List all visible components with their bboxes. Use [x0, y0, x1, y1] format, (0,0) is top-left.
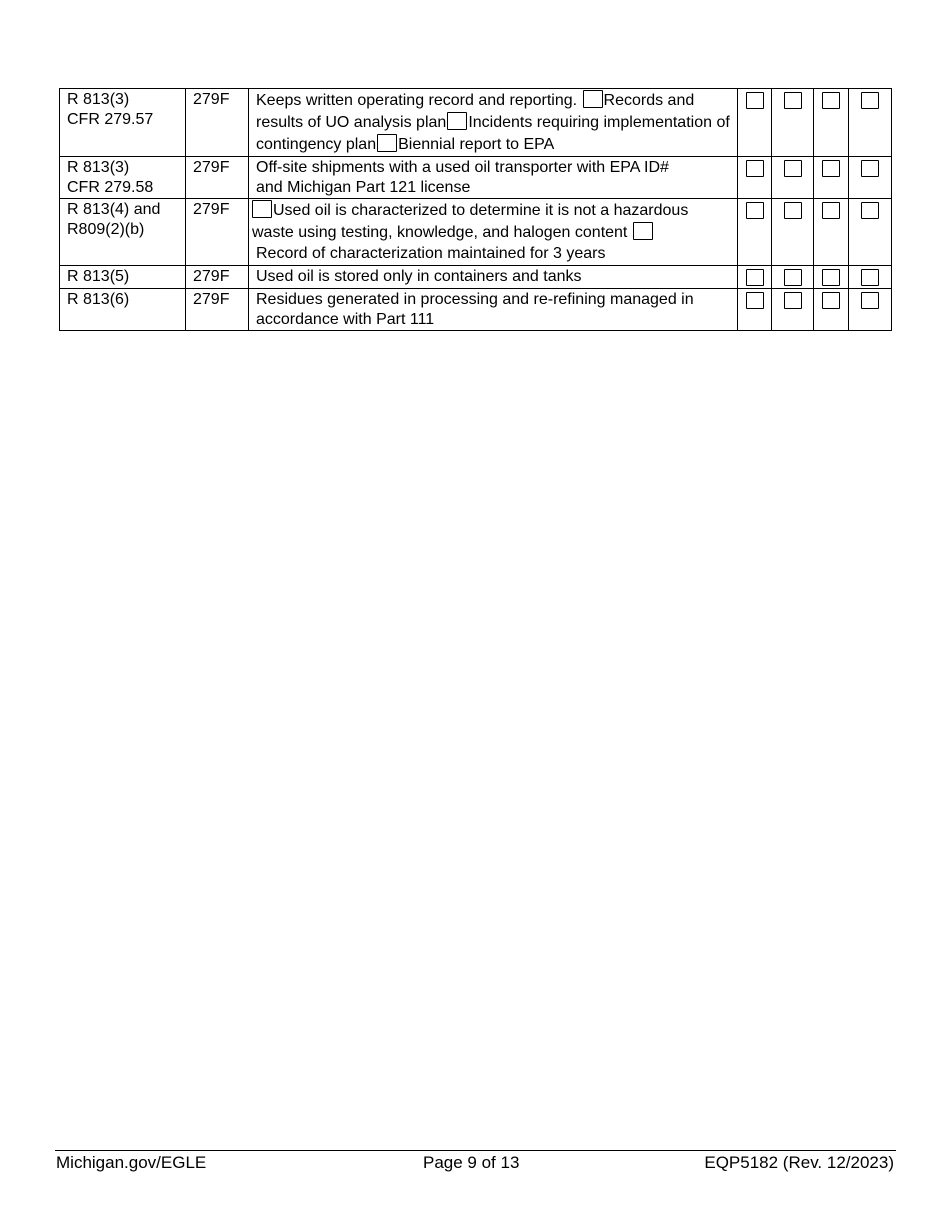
status-cell: [738, 157, 772, 199]
rule-cell: [60, 199, 186, 266]
rule-text: R 813(3): [67, 159, 130, 176]
status-checkbox[interactable]: [822, 202, 840, 219]
status-checkbox[interactable]: [784, 92, 802, 109]
description-text: Biennial report to EPA: [398, 136, 555, 153]
description-text: Incidents requiring implementation of contingency plan: [256, 114, 730, 153]
description-cell: [249, 288, 738, 330]
code-cell: 279F: [186, 199, 249, 266]
status-cell: [772, 265, 814, 288]
status-cell: [738, 89, 772, 157]
status-checkbox[interactable]: [784, 202, 802, 219]
footer-divider: [55, 1150, 896, 1151]
status-checkbox[interactable]: [746, 292, 764, 309]
description-text: and Michigan Part 121 license: [256, 179, 471, 196]
status-cell: [772, 288, 814, 330]
status-cell: [814, 89, 849, 157]
status-checkbox[interactable]: [822, 160, 840, 177]
code-cell: 279F: [186, 89, 249, 157]
description-cell: [249, 199, 738, 266]
characterization-record-checkbox[interactable]: [633, 222, 653, 240]
characterization-checkbox[interactable]: [252, 200, 272, 218]
description-cell: [249, 157, 738, 199]
status-checkbox[interactable]: [861, 202, 879, 219]
description-text: Used oil is characterized to determine it is not a hazardous waste using testing, knowledge, and halogen content: [252, 202, 689, 241]
status-cell: [772, 199, 814, 266]
records-analysis-plan-checkbox[interactable]: [583, 90, 603, 108]
status-checkbox[interactable]: [861, 92, 879, 109]
table-row: [60, 199, 892, 266]
status-cell: [738, 199, 772, 266]
table-row: [60, 157, 892, 199]
status-checkbox[interactable]: [746, 202, 764, 219]
rule-text: R 813(4) and: [67, 201, 161, 218]
status-checkbox[interactable]: [784, 269, 802, 286]
description-text: Off-site shipments with a used oil transporter with EPA ID#: [256, 159, 669, 176]
status-cell: [814, 265, 849, 288]
status-cell: [849, 199, 892, 266]
rule-cell: R 813(6): [60, 288, 186, 330]
biennial-report-checkbox[interactable]: [377, 134, 397, 152]
status-cell: [849, 265, 892, 288]
footer-form-id: EQP5182 (Rev. 12/2023): [704, 1153, 894, 1172]
description-cell: Used oil is stored only in containers and tanks: [249, 265, 738, 288]
description-text: Record of characterization maintained for 3 years: [256, 245, 606, 262]
status-checkbox[interactable]: [861, 160, 879, 177]
status-checkbox[interactable]: [861, 292, 879, 309]
status-cell: [814, 199, 849, 266]
incidents-contingency-checkbox[interactable]: [447, 112, 467, 130]
code-cell: 279F: [186, 288, 249, 330]
code-cell: 279F: [186, 157, 249, 199]
status-cell: [814, 288, 849, 330]
status-cell: [849, 157, 892, 199]
status-checkbox[interactable]: [822, 269, 840, 286]
table-row: [60, 89, 892, 157]
status-cell: [814, 157, 849, 199]
status-checkbox[interactable]: [746, 269, 764, 286]
rule-cell: [60, 157, 186, 199]
status-checkbox[interactable]: [861, 269, 879, 286]
table-row: [60, 288, 892, 330]
description-text: accordance with Part 111: [256, 310, 435, 328]
footer-page-number: Page 9 of 13: [423, 1153, 520, 1172]
status-checkbox[interactable]: [746, 160, 764, 177]
status-checkbox[interactable]: [784, 292, 802, 309]
footer-website: Michigan.gov/EGLE: [56, 1153, 207, 1172]
description-text: Residues generated in processing and re-refining managed in: [256, 290, 694, 308]
rule-cell: [60, 89, 186, 157]
table-row: [60, 265, 892, 288]
status-checkbox[interactable]: [784, 160, 802, 177]
description-text: Keeps written operating record and reporting.: [256, 92, 578, 109]
status-cell: [849, 288, 892, 330]
rule-cell: R 813(5): [60, 265, 186, 288]
rule-text: CFR 279.58: [67, 179, 154, 196]
status-cell: [849, 89, 892, 157]
used-oil-checklist-table: [59, 88, 892, 331]
status-checkbox[interactable]: [746, 92, 764, 109]
status-cell: [738, 288, 772, 330]
code-cell: 279F: [186, 265, 249, 288]
description-cell: [249, 89, 738, 157]
status-cell: [738, 265, 772, 288]
rule-text: CFR 279.57: [67, 111, 154, 128]
rule-text: R809(2)(b): [67, 221, 145, 238]
status-checkbox[interactable]: [822, 292, 840, 309]
status-cell: [772, 157, 814, 199]
status-checkbox[interactable]: [822, 92, 840, 109]
status-cell: [772, 89, 814, 157]
rule-text: R 813(3): [67, 91, 130, 108]
description-text: Records and results of UO analysis plan: [256, 92, 695, 131]
